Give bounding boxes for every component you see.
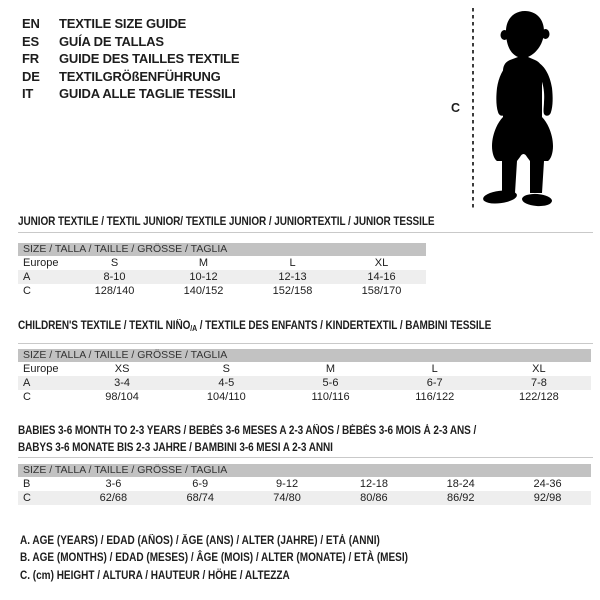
table-cell: 3-6 bbox=[105, 478, 122, 490]
table-row bbox=[18, 362, 591, 376]
table-cell: 68/74 bbox=[186, 492, 214, 504]
footnote-a: A. AGE (YEARS) / EDAD (AÑOS) / ÂGE (ANS) / ALTER (JAHRE) / ETÀ (ANNI) bbox=[20, 535, 380, 547]
table-cell: 12-13 bbox=[278, 271, 307, 283]
heading-subscript: /A bbox=[190, 324, 198, 333]
language-code: DE bbox=[22, 68, 40, 84]
table-cell: 80/86 bbox=[360, 492, 388, 504]
table-cell: 92/98 bbox=[533, 492, 562, 504]
size-table-babies bbox=[18, 464, 591, 505]
language-legend bbox=[22, 15, 239, 103]
heading-line-1: BABIES 3-6 MONTH TO 2-3 YEARS / BEBÉS 3-6 MESES A 2-3 AÑOS / BÉBÉS 3-6 MOIS À 2-3 ANS / bbox=[18, 425, 477, 437]
table-cell: 9-12 bbox=[276, 478, 299, 490]
table-cell: 6-7 bbox=[426, 377, 443, 389]
table-cell: XL bbox=[532, 363, 546, 375]
table-cell: S bbox=[222, 363, 230, 375]
table-cell: 18-24 bbox=[446, 478, 475, 490]
table-row bbox=[18, 270, 426, 284]
table-cell: 3-4 bbox=[114, 377, 131, 389]
size-table-header: SIZE / TALLA / TAILLE / GRÖSSE / TAGLIA bbox=[18, 349, 591, 362]
row-label: C bbox=[23, 285, 31, 297]
size-table-header: SIZE / TALLA / TAILLE / GRÖSSE / TAGLIA bbox=[18, 243, 426, 256]
section-heading-junior: JUNIOR TEXTILE / TEXTIL JUNIOR/ TEXTILE JUNIOR / JUNIORTEXTIL / JUNIOR TESSILE bbox=[18, 216, 435, 228]
table-cell: 158/170 bbox=[361, 285, 402, 297]
table-cell: 14-16 bbox=[367, 271, 396, 283]
table-cell: 110/116 bbox=[311, 391, 350, 403]
table-cell: 62/68 bbox=[99, 492, 128, 504]
size-table-children bbox=[18, 349, 591, 404]
table-cell: 116/122 bbox=[415, 391, 455, 403]
footnotes bbox=[20, 533, 408, 585]
divider-rule bbox=[18, 232, 593, 233]
language-label: GUÍA DE TALLAS bbox=[59, 33, 164, 49]
table-cell: 6-9 bbox=[192, 478, 209, 490]
table-cell: M bbox=[198, 257, 209, 269]
row-label: C bbox=[23, 492, 31, 504]
table-row bbox=[18, 477, 591, 491]
baby-silhouette-icon bbox=[478, 9, 568, 209]
table-row bbox=[18, 390, 591, 404]
table-cell: 74/80 bbox=[273, 492, 301, 504]
table-cell: L bbox=[289, 257, 296, 269]
section-heading-children bbox=[18, 320, 491, 335]
language-label: TEXTILGRÖßENFÜHRUNG bbox=[59, 68, 221, 84]
language-row bbox=[22, 50, 239, 68]
table-cell: 8-10 bbox=[103, 271, 126, 283]
divider-rule bbox=[18, 343, 593, 344]
heading-text: CHILDREN'S TEXTILE / TEXTIL NIÑO bbox=[18, 320, 191, 332]
language-label: GUIDE DES TAILLES TEXTILE bbox=[59, 51, 240, 67]
language-row bbox=[22, 85, 239, 103]
language-code: EN bbox=[22, 16, 40, 31]
size-table-header: SIZE / TALLA / TAILLE / GRÖSSE / TAGLIA bbox=[18, 464, 591, 477]
row-label: A bbox=[23, 271, 31, 283]
table-cell: 24-36 bbox=[533, 478, 562, 490]
table-cell: XS bbox=[114, 363, 130, 375]
language-code: FR bbox=[22, 51, 39, 67]
table-cell: 152/158 bbox=[272, 285, 313, 297]
table-cell: 12-18 bbox=[359, 478, 388, 490]
table-cell: 5-6 bbox=[322, 377, 339, 389]
language-label: GUIDA ALLE TAGLIE TESSILI bbox=[59, 86, 236, 102]
table-cell: 104/110 bbox=[206, 391, 246, 403]
row-label: Europe bbox=[23, 257, 59, 269]
table-cell: 10-12 bbox=[189, 271, 218, 283]
section-heading-babies bbox=[18, 423, 476, 457]
height-dashed-line bbox=[472, 8, 474, 211]
table-cell: 7-8 bbox=[530, 377, 547, 389]
table-row bbox=[18, 284, 426, 298]
table-cell: 122/128 bbox=[519, 391, 559, 403]
table-cell: 86/92 bbox=[446, 492, 475, 504]
height-measure-label: C bbox=[451, 101, 461, 115]
table-row bbox=[18, 376, 591, 390]
table-cell: 98/104 bbox=[105, 391, 139, 403]
language-label: TEXTILE SIZE GUIDE bbox=[59, 16, 187, 31]
table-cell: XL bbox=[374, 257, 389, 269]
table-cell: 4-5 bbox=[218, 377, 235, 389]
heading-line-2: BABYS 3-6 MONATE BIS 2-3 JAHRE / BAMBINI 3-6 MESI A 2-3 ANNI bbox=[18, 442, 333, 454]
table-cell: 128/140 bbox=[94, 285, 135, 297]
size-table-junior bbox=[18, 243, 426, 298]
table-cell: L bbox=[431, 363, 438, 375]
language-row bbox=[22, 15, 239, 33]
language-row bbox=[22, 68, 239, 86]
footnote-c: C. (cm) HEIGHT / ALTURA / HAUTEUR / HÖHE / ALTEZZA bbox=[20, 569, 290, 582]
table-cell: M bbox=[325, 363, 336, 375]
heading-text: / TEXTILE DES ENFANTS / KINDERTEXTIL / BAMBINI TESSILE bbox=[197, 320, 492, 332]
row-label: C bbox=[23, 391, 31, 403]
table-row bbox=[18, 256, 426, 270]
language-code: ES bbox=[22, 33, 39, 49]
footnote-b: B. AGE (MONTHS) / EDAD (MESES) / ÂGE (MOIS) / ALTER (MONATE) / ETÀ (MESI) bbox=[20, 552, 408, 565]
language-row bbox=[22, 33, 239, 51]
language-code: IT bbox=[22, 86, 34, 102]
row-label: A bbox=[23, 377, 31, 389]
table-cell: S bbox=[110, 257, 119, 269]
table-cell: 140/152 bbox=[183, 285, 224, 297]
row-label: B bbox=[23, 478, 31, 490]
divider-rule bbox=[18, 457, 593, 458]
row-label: Europe bbox=[23, 363, 59, 375]
table-row bbox=[18, 491, 591, 505]
